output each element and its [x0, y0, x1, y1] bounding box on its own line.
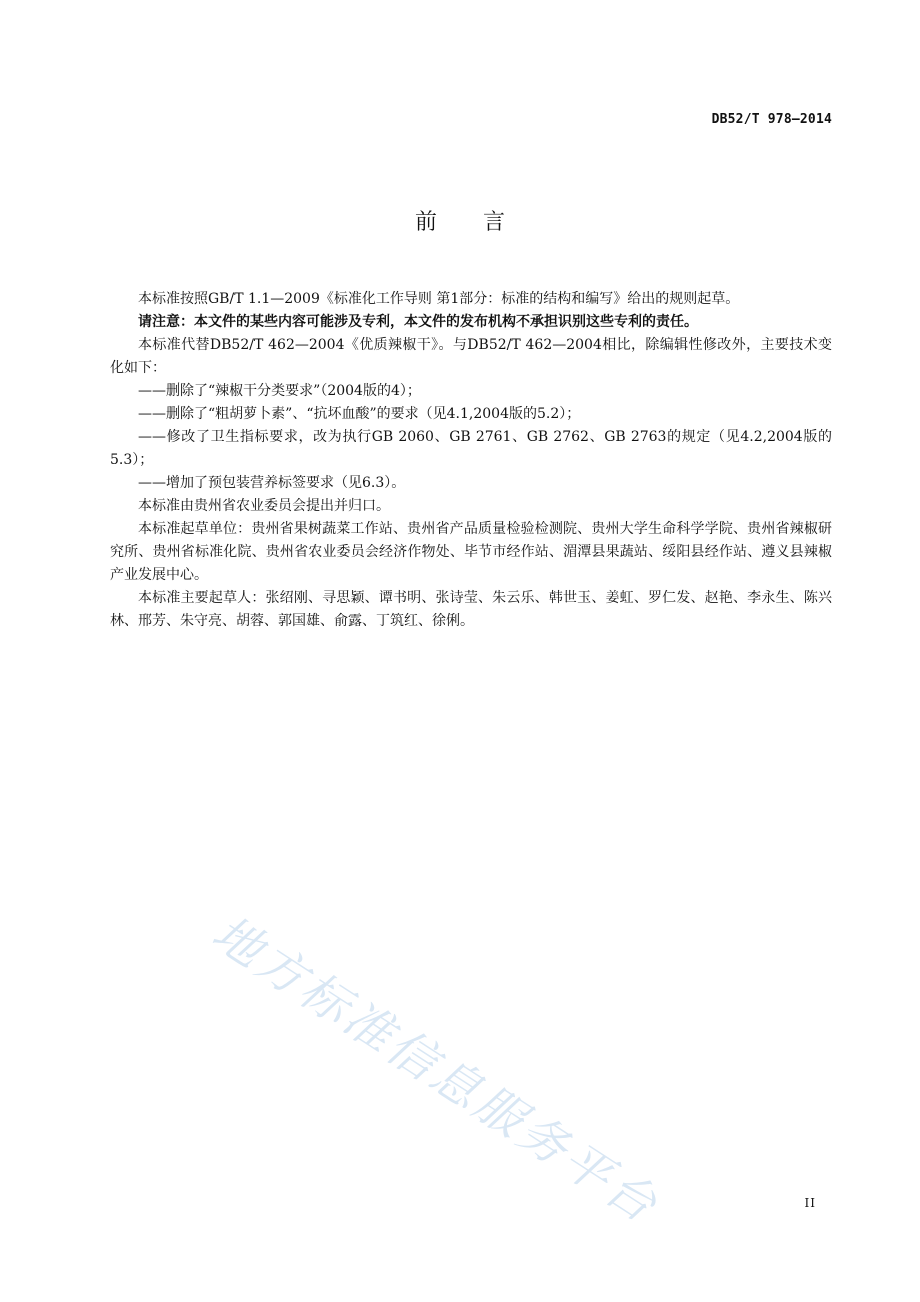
- paragraph-drafting-units: 本标准起草单位：贵州省果树蔬菜工作站、贵州省产品质量检验检测院、贵州大学生命科学学院、贵州省辣椒研究所、贵州省标准化院、贵州省农业委员会经济作物处、毕节市经作站、湄潭县果蔬站、绥阳县经作站、遵义县辣椒产业发展中心。: [110, 521, 832, 583]
- foreword-body: [110, 288, 832, 633]
- page-number: II: [804, 1196, 816, 1210]
- paragraph-drafters: 本标准主要起草人：张绍刚、寻思颖、谭书明、张诗莹、朱云乐、韩世玉、姜虹、罗仁发、赵艳、李永生、陈兴林、邢芳、朱守亮、胡蓉、郭国雄、俞露、丁筑红、徐俐。: [110, 590, 832, 629]
- paragraph-replaces: 本标准代替DB52/T 462—2004《优质辣椒干》。与DB52/T 462—2004相比，除编辑性修改外，主要技术变化如下：: [110, 337, 832, 376]
- paragraph-patent-notice: 请注意：本文件的某些内容可能涉及专利，本文件的发布机构不承担识别这些专利的责任。: [138, 314, 698, 330]
- change-item-3: ——修改了卫生指标要求，改为执行GB 2060、GB 2761、GB 2762、GB 2763的规定（见4.2,2004版的5.3）；: [110, 429, 832, 468]
- document-code: DB52/T 978—2014: [711, 112, 832, 127]
- change-item-4: ——增加了预包装营养标签要求（见6.3）。: [138, 475, 406, 491]
- change-item-2: ——删除了“粗胡萝卜素”、“抗坏血酸”的要求（见4.1,2004版的5.2）；: [138, 406, 581, 422]
- paragraph-proposer: 本标准由贵州省农业委员会提出并归口。: [138, 498, 390, 514]
- watermark-text: 地方标准信息服务平台: [202, 904, 669, 1235]
- page-title: 前言: [414, 210, 551, 235]
- change-item-1: ——删除了“辣椒干分类要求”（2004版的4）；: [138, 383, 421, 399]
- paragraph-drafting-rules: 本标准按照GB/T 1.1—2009《标准化工作导则 第1部分：标准的结构和编写》给出的规则起草。: [138, 291, 740, 307]
